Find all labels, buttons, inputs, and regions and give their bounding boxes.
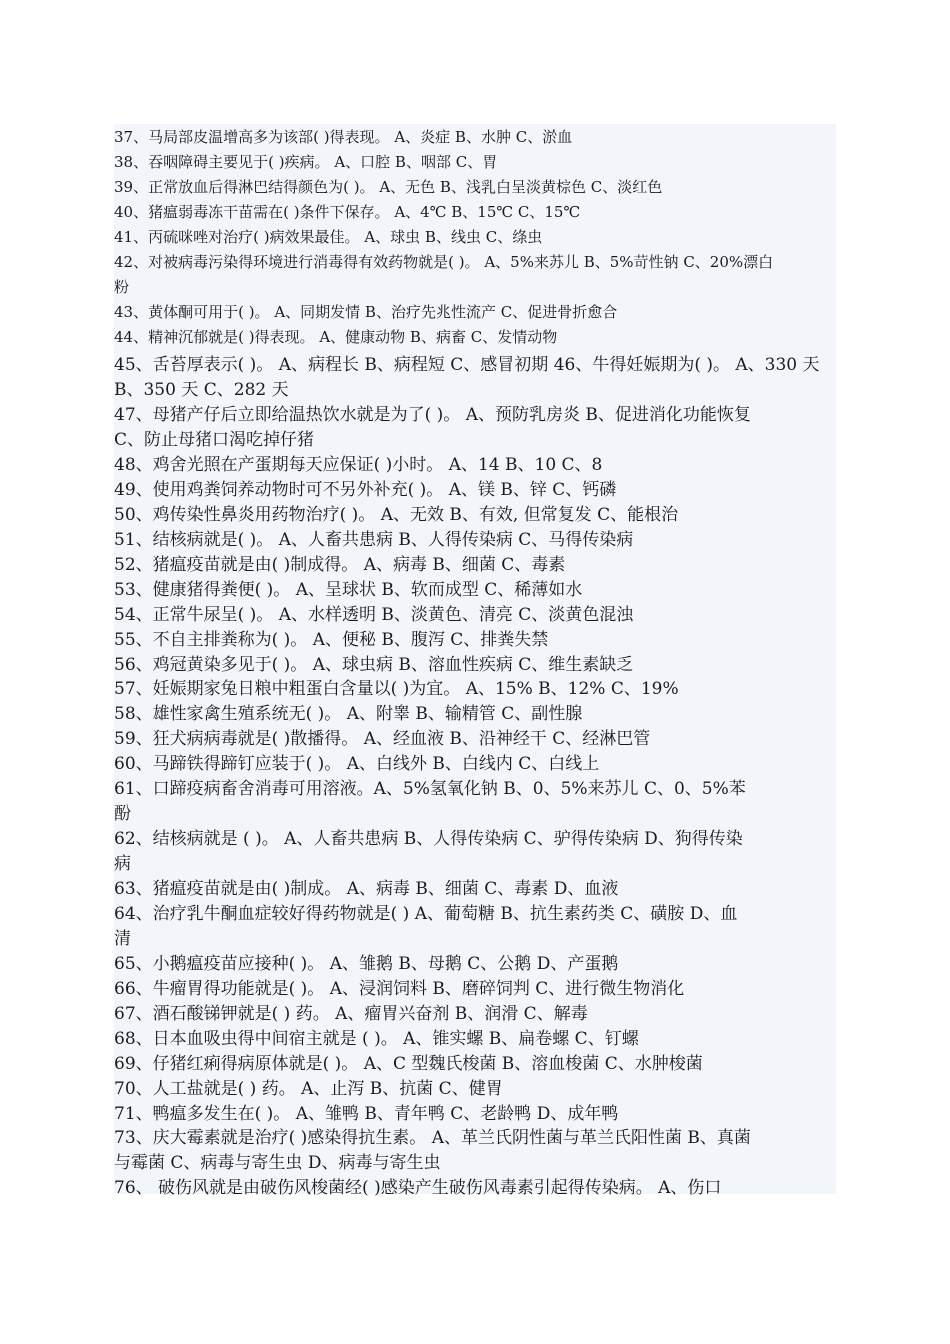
text-line: 粉 — [114, 278, 130, 296]
text-line: 69、仔猪红痢得病原体就是( )。 A、C 型魏氏梭菌 B、溶血梭菌 C、水肿梭菌 — [114, 1054, 703, 1074]
text-line: 52、猪瘟疫苗就是由( )制成得。 A、病毒 B、细菌 C、毒素 — [114, 555, 566, 575]
text-line: 37、马局部皮温增高多为该部( )得表现。 A、炎症 B、水肿 C、淤血 — [114, 128, 573, 146]
text-line: 55、不自主排粪称为( )。 A、便秘 B、腹泻 C、排粪失禁 — [114, 630, 549, 650]
text-line: 41、丙硫咪唑对治疗( )病效果最佳。 A、球虫 B、线虫 C、绦虫 — [114, 228, 543, 246]
text-line: 39、正常放血后得淋巴结得颜色为( )。 A、无色 B、浅乳白呈淡黄棕色 C、淡红色 — [114, 178, 663, 196]
text-line: 56、鸡冠黄染多见于( )。 A、球虫病 B、溶血性疾病 C、维生素缺乏 — [114, 655, 634, 675]
text-line: B、350 天 C、282 天 — [114, 380, 289, 400]
text-line: 71、鸭瘟多发生在( )。 A、雏鸭 B、青年鸭 C、老龄鸭 D、成年鸭 — [114, 1104, 619, 1124]
text-line: 67、酒石酸锑钾就是( ) 药。 A、瘤胃兴奋剂 B、润滑 C、解毒 — [114, 1004, 588, 1024]
text-line: 73、庆大霉素就是治疗( )感染得抗生素。 A、革兰氏阴性菌与革兰氏阳性菌 B、真菌 — [114, 1128, 751, 1148]
text-line: 60、马蹄铁得蹄钉应装于( )。 A、白线外 B、白线内 C、白线上 — [114, 754, 600, 774]
text-line: 酚 — [114, 804, 131, 824]
text-line: 38、吞咽障碍主要见于( )疾病。 A、口腔 B、咽部 C、胃 — [114, 153, 498, 171]
text-line: 59、狂犬病病毒就是( )散播得。 A、经血液 B、沿神经干 C、经淋巴管 — [114, 729, 651, 749]
text-line: 65、小鹅瘟疫苗应接种( )。 A、雏鹅 B、母鹅 C、公鹅 D、产蛋鹅 — [114, 954, 619, 974]
text-line: 43、黄体酮可用于( )。 A、同期发情 B、治疗先兆性流产 C、促进骨折愈合 — [114, 303, 618, 321]
text-line: 病 — [114, 854, 131, 874]
text-line: 50、鸡传染性鼻炎用药物治疗( )。 A、无效 B、有效, 但常复发 C、能根治 — [114, 505, 679, 525]
text-line: 70、人工盐就是( ) 药。 A、止泻 B、抗菌 C、健胃 — [114, 1079, 503, 1099]
text-line: 53、健康猪得粪便( )。 A、呈球状 B、软而成型 C、稀薄如水 — [114, 580, 583, 600]
text-line: 48、鸡舍光照在产蛋期每天应保证( )小时。 A、14 B、10 C、8 — [114, 455, 603, 475]
text-line: 51、结核病就是( )。 A、人畜共患病 B、人得传染病 C、马得传染病 — [114, 530, 634, 550]
text-line: 63、猪瘟疫苗就是由( )制成。 A、病毒 B、细菌 C、毒素 D、血液 — [114, 879, 619, 899]
text-line: 76、 破伤风就是由破伤风梭菌经( )感染产生破伤风毒素引起得传染病。 A、伤口 — [114, 1178, 722, 1198]
text-line: C、防止母猪口渴吃掉仔猪 — [114, 430, 315, 450]
text-line: 47、母猪产仔后立即给温热饮水就是为了( )。 A、预防乳房炎 B、促进消化功能恢复 — [114, 405, 751, 425]
text-line: 66、牛瘤胃得功能就是( )。 A、浸润饲料 B、磨碎饲判 C、进行微生物消化 — [114, 979, 685, 999]
text-line: 64、治疗乳牛酮血症较好得药物就是( ) A、葡萄糖 B、抗生素药类 C、磺胺 D、血 — [114, 904, 738, 924]
text-line: 57、妊娠期家兔日粮中粗蛋白含量以( )为宜。 A、15% B、12% C、19% — [114, 679, 679, 699]
text-line: 68、日本血吸虫得中间宿主就是 ( )。 A、锥实螺 B、扁卷螺 C、钉螺 — [114, 1029, 639, 1049]
text-line: 42、对被病毒污染得环境进行消毒得有效药物就是( )。 A、5%来苏儿 B、5%苛性钠 C、20%漂白 — [114, 253, 774, 271]
text-line: 49、使用鸡粪饲养动物时可不另外补充( )。 A、镁 B、锌 C、钙磷 — [114, 480, 617, 500]
text-block — [114, 124, 836, 1198]
text-line: 44、精神沉郁就是( )得表现。 A、健康动物 B、病畜 C、发情动物 — [114, 328, 558, 346]
text-line: 与霉菌 C、病毒与寄生虫 D、病毒与寄生虫 — [114, 1153, 441, 1173]
text-line: 62、结核病就是 ( )。 A、人畜共患病 B、人得传染病 C、驴得传染病 D、狗得传染 — [114, 829, 743, 849]
text-line: 54、正常牛尿呈( )。 A、水样透明 B、淡黄色、清亮 C、淡黄色混浊 — [114, 605, 634, 625]
text-line: 61、口蹄疫病畜舍消毒可用溶液。A、5%氢氧化钠 B、0、5%来苏儿 C、0、5%苯 — [114, 779, 746, 799]
text-line: 45、舌苔厚表示( )。 A、病程长 B、病程短 C、感冒初期 46、牛得妊娠期为( )。 A、330 天 — [114, 355, 820, 375]
text-line: 清 — [114, 929, 131, 949]
text-line: 40、猪瘟弱毒冻干苗需在( )条件下保存。 A、4℃ B、15℃ C、15℃ — [114, 203, 581, 221]
text-line: 58、雄性家禽生殖系统无( )。 A、附睾 B、输精管 C、副性腺 — [114, 704, 583, 724]
